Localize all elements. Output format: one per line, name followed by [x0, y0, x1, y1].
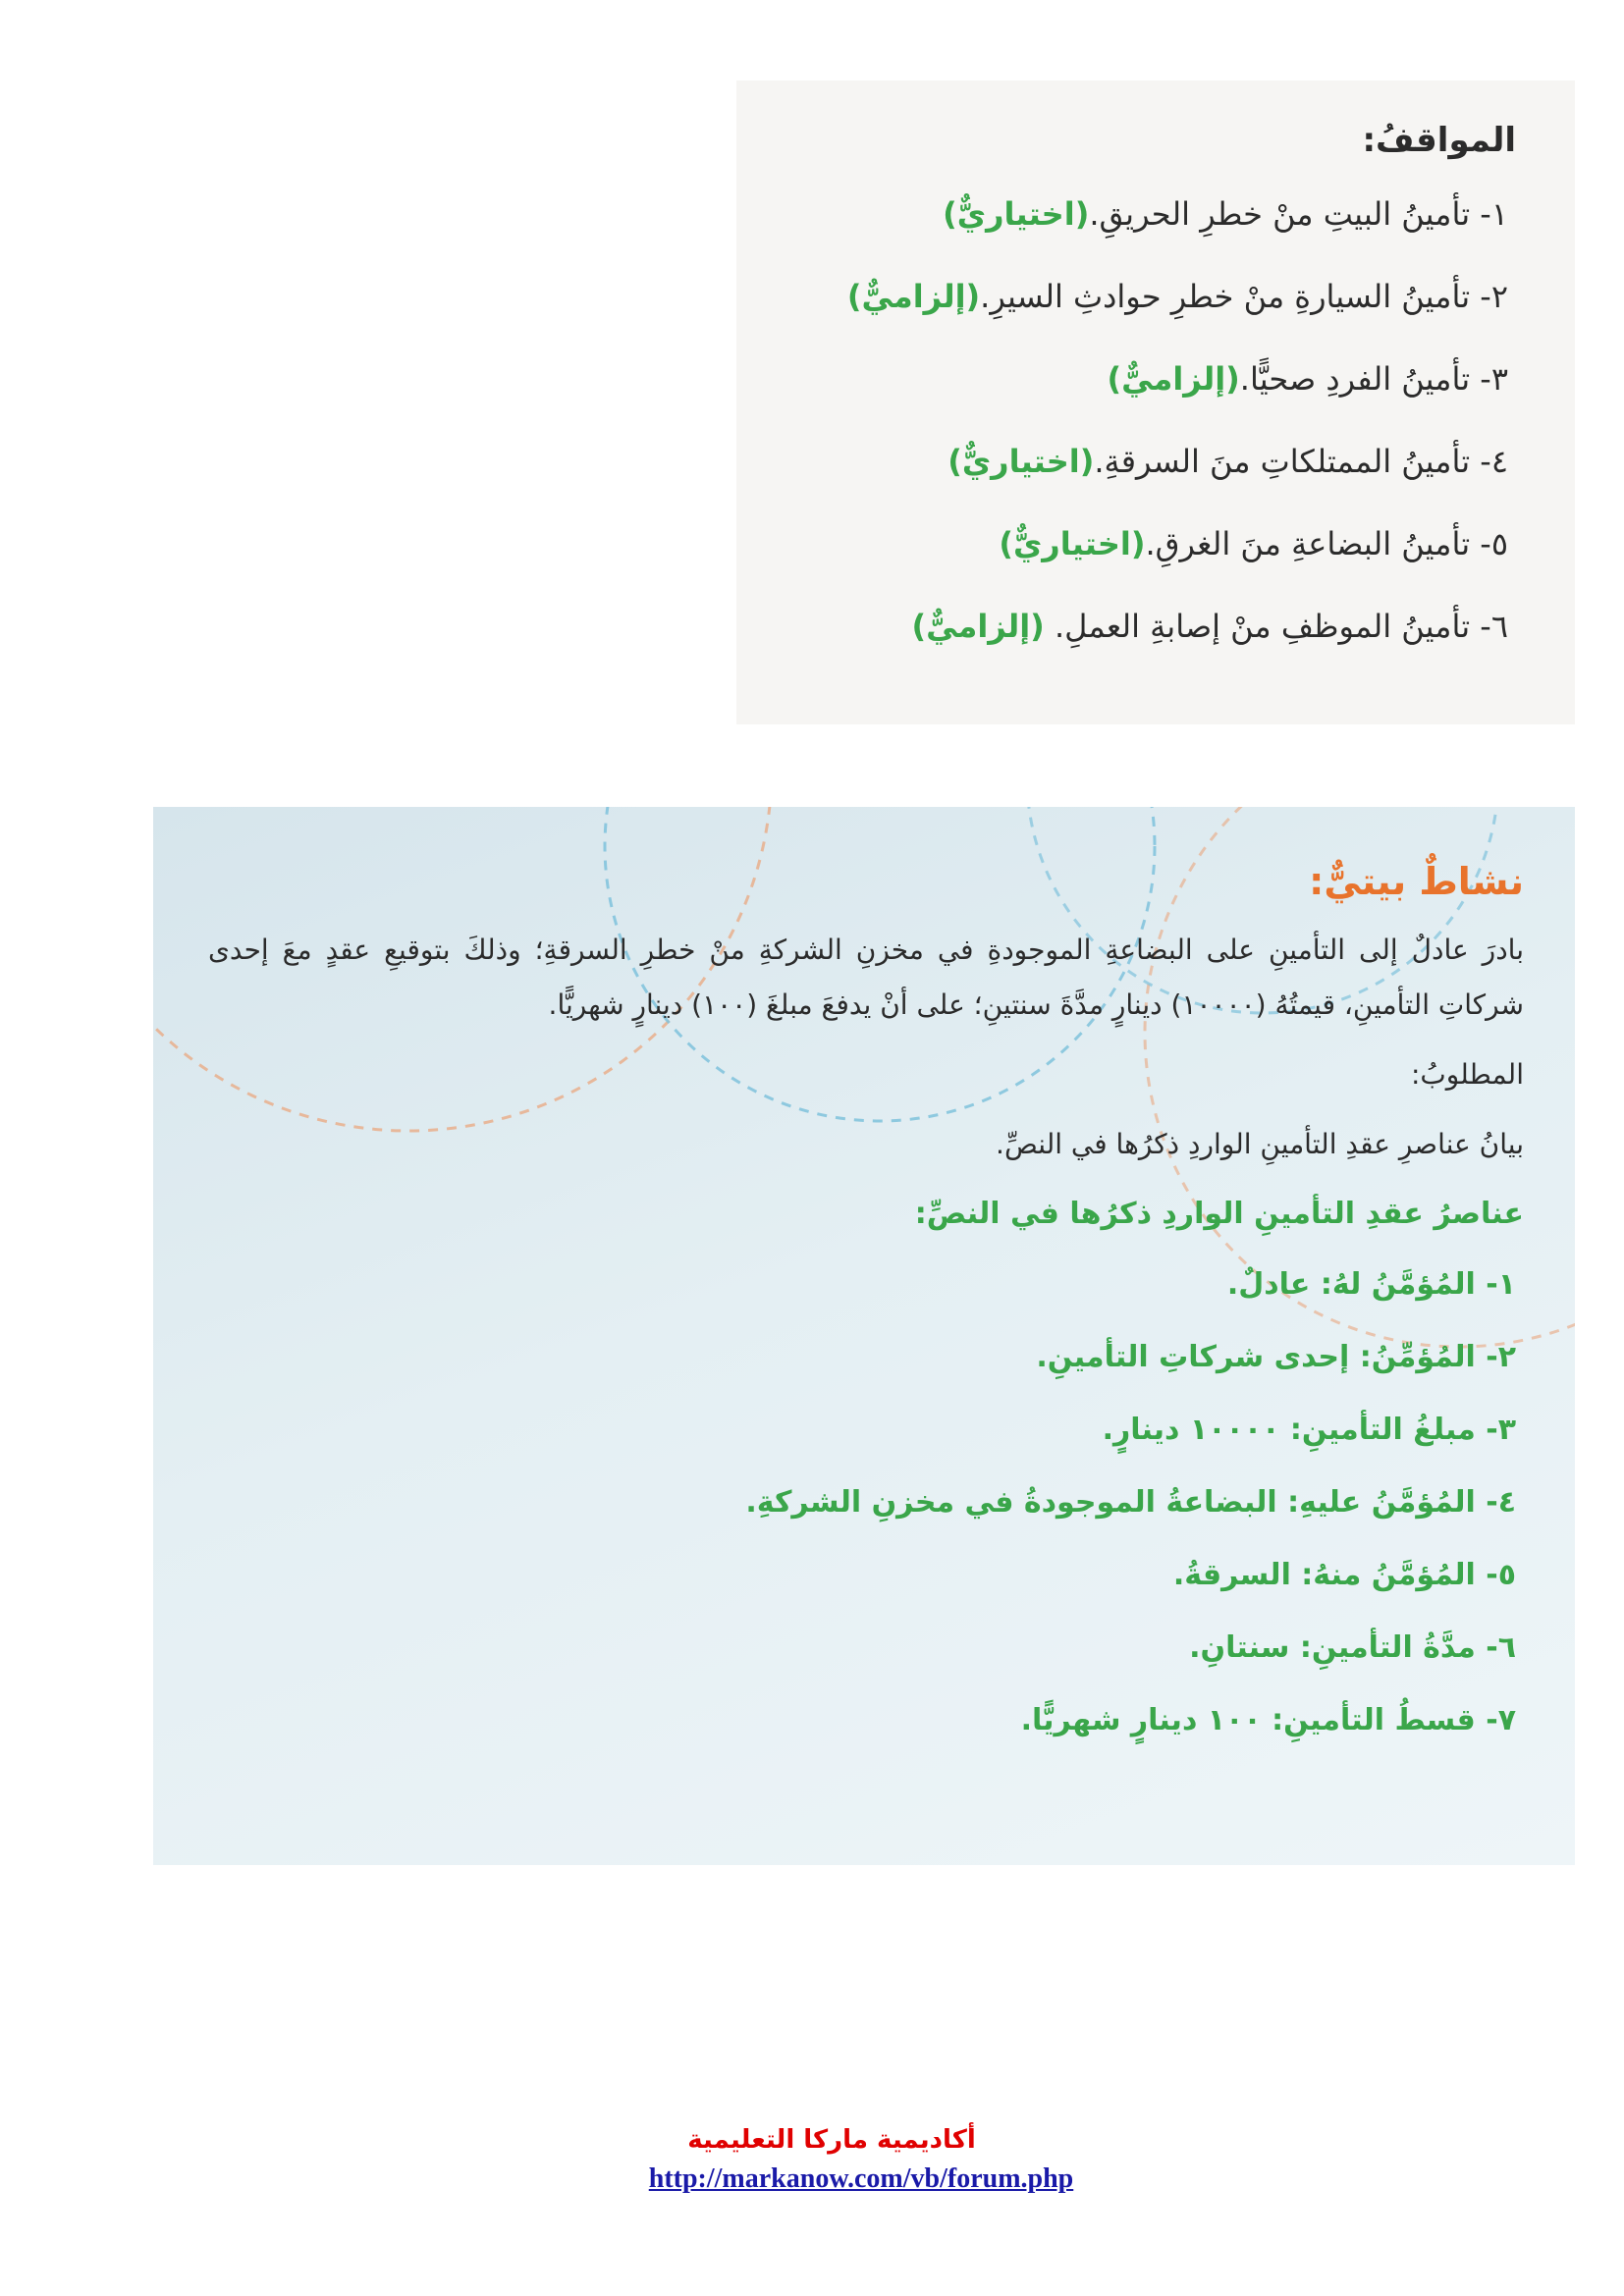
- situations-title: المواقفُ:: [1362, 121, 1516, 160]
- element-item: ٤- المُؤمَّنُ عليهِ: البضاعةُ الموجودةُ في مخزنِ الشركةِ.: [745, 1485, 1516, 1520]
- elements-heading: عناصرُ عقدِ التأمينِ الواردِ ذكرُها في النصِّ:: [914, 1197, 1524, 1231]
- situation-item: [776, 585, 1516, 667]
- situation-item: [776, 420, 1516, 503]
- situation-text: ٢- تأمينُ السيارةِ منْ خطرِ حوادثِ السيرِ.: [980, 278, 1508, 315]
- situations-list: [776, 173, 1516, 667]
- situation-answer: (اختياريٌّ): [943, 195, 1090, 233]
- situation-item: [776, 503, 1516, 585]
- situation-text: ٣- تأمينُ الفردِ صحيًّا.: [1239, 360, 1508, 398]
- element-item: ٧- قسطُ التأمينِ: ١٠٠ دينارٍ شهريًّا.: [1020, 1703, 1516, 1737]
- situation-answer: (إلزاميٌّ): [911, 608, 1045, 645]
- situation-text: ٥- تأمينُ البضاعةِ منَ الغرقِ.: [1145, 525, 1508, 562]
- academy-name: أكاديمية ماركا التعليمية: [687, 2125, 976, 2155]
- elements-list: [208, 1249, 1524, 1757]
- activity-content: [208, 844, 1524, 1757]
- required-text: بيانُ عناصرِ عقدِ التأمينِ الواردِ ذكرُها في النصِّ.: [996, 1128, 1524, 1160]
- situation-text: ٦- تأمينُ الموظفِ منْ إصابةِ العملِ.: [1054, 608, 1508, 645]
- required-label: المطلوبُ:: [1411, 1058, 1524, 1091]
- element-item: ٢- المُؤمِّنُ: إحدى شركاتِ التأمينِ.: [1036, 1340, 1516, 1374]
- home-activity-box: [153, 807, 1575, 1865]
- situation-item: [776, 338, 1516, 420]
- footer: [0, 2120, 1624, 2199]
- situation-answer: (اختياريٌّ): [999, 525, 1146, 562]
- element-item: ٥- المُؤمَّنُ منهُ: السرقةُ.: [1172, 1558, 1516, 1592]
- element-item: ٦- مدَّةُ التأمينِ: سنتانِ.: [1189, 1630, 1516, 1665]
- element-item: ١- المُؤمَّنُ لهُ: عادلٌ.: [1226, 1267, 1516, 1302]
- forum-link[interactable]: http://markanow.com/vb/forum.php: [648, 2163, 1074, 2194]
- situation-item: [776, 255, 1516, 338]
- situation-answer: (إلزاميٌّ): [846, 278, 981, 315]
- activity-paragraph: بادرَ عادلٌ إلى التأمينِ على البضاعةِ الموجودةِ في مخزنِ الشركةِ منْ خطرِ السرقةِ؛ وذلكَ بتوقيعِ عقدٍ معَ إحدى شركاتِ التأمينِ، قيمتُهُ (١٠٠٠٠) دينارٍ مدَّةَ سنتينِ؛ على أنْ يدفعَ مبلغَ (١٠٠) دينارٍ شهريًّا.: [208, 934, 1524, 1021]
- activity-title: نشاطٌ بيتيٌّ:: [1309, 860, 1524, 903]
- situation-text: ٤- تأمينُ الممتلكاتِ منَ السرقةِ.: [1094, 443, 1508, 480]
- situation-item: [776, 173, 1516, 255]
- situations-box: [736, 80, 1575, 724]
- element-item: ٣- مبلغُ التأمينِ: ١٠٠٠٠ دينارٍ.: [1102, 1413, 1516, 1447]
- situation-answer: (اختياريٌّ): [947, 443, 1095, 480]
- situation-answer: (إلزاميٌّ): [1107, 360, 1240, 398]
- situation-text: ١- تأمينُ البيتِ منْ خطرِ الحريقِ.: [1089, 195, 1508, 233]
